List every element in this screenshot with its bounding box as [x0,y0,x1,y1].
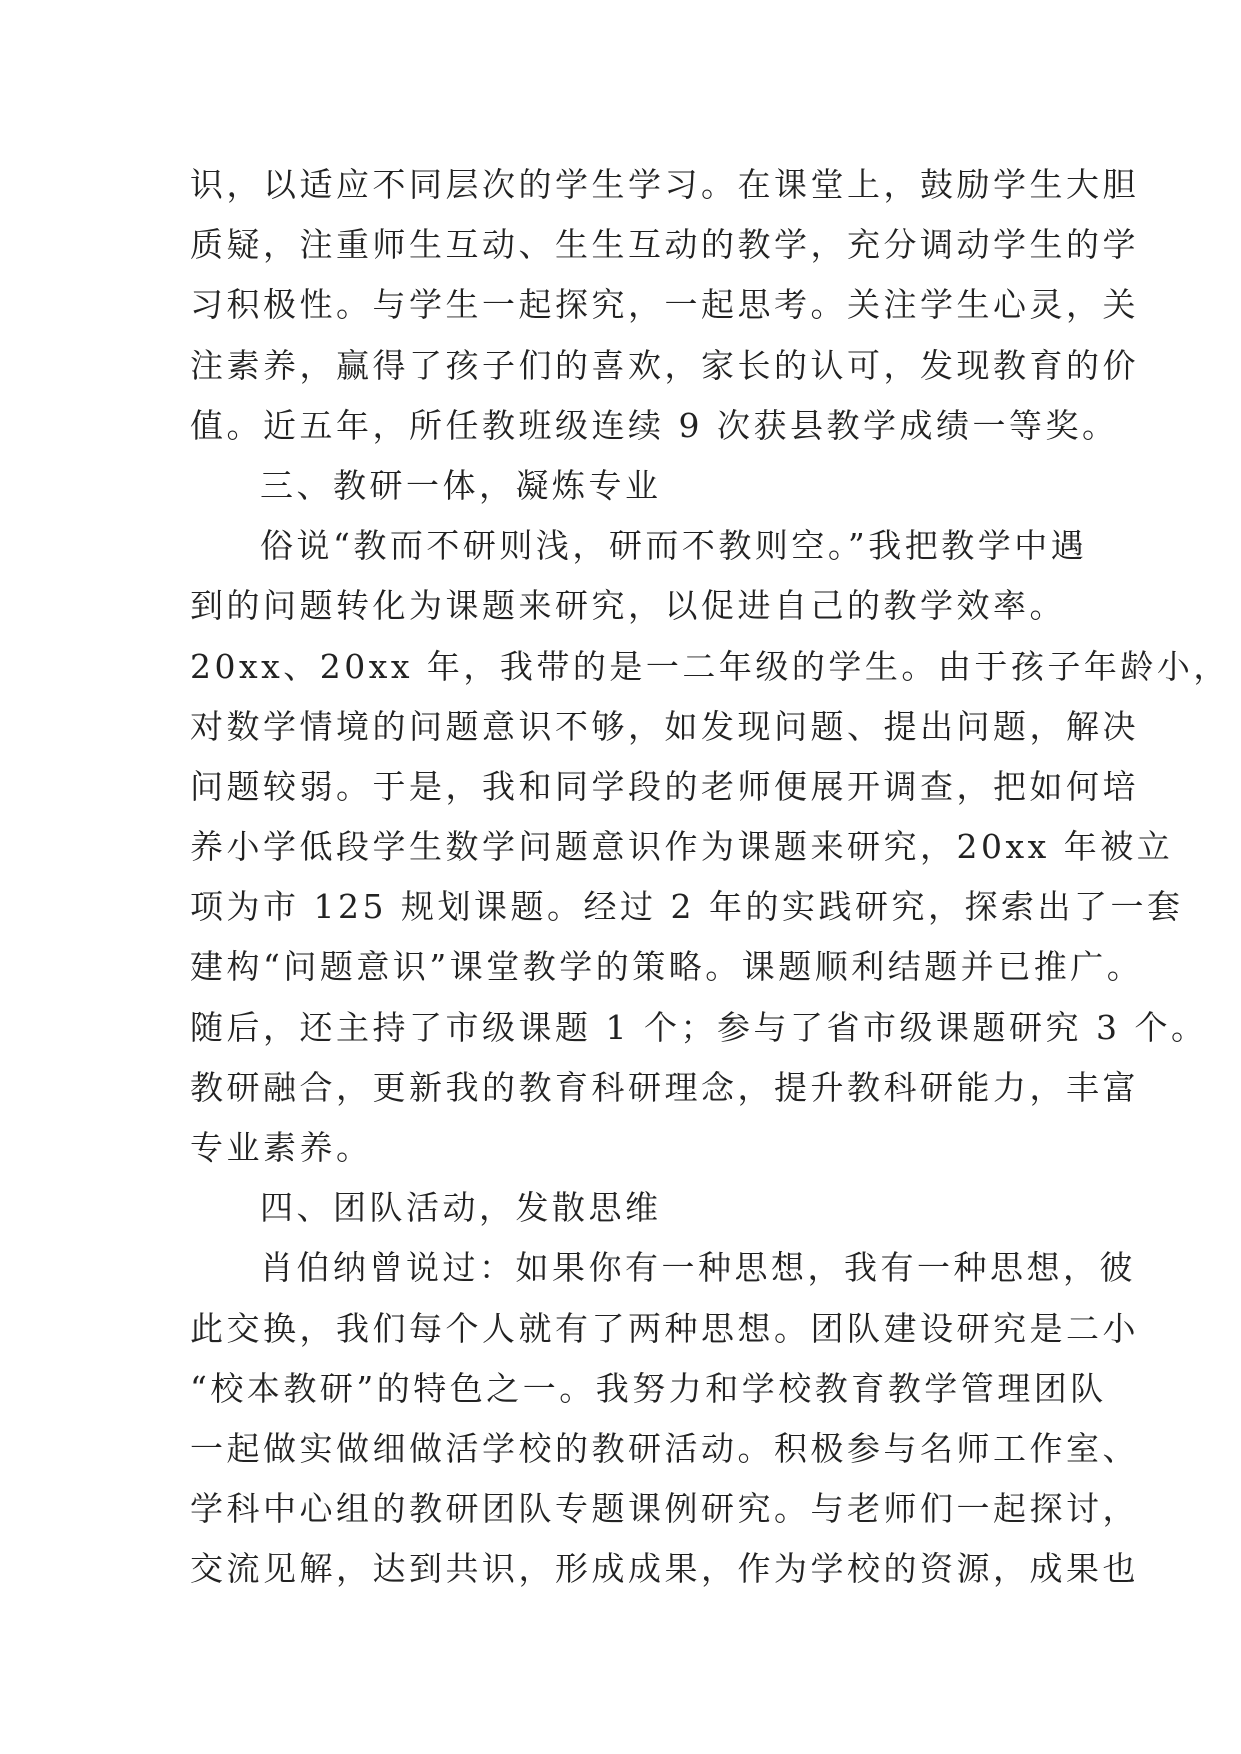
text-line: 到的问题转化为课题来研究，以促进自己的教学效率。 [190,586,1066,626]
text-line: 养小学低段学生数学问题意识作为课题来研究，20xx 年被立 [190,827,1174,867]
section-heading: 三、教研一体，凝炼专业 [260,465,662,505]
text-line: 项为市 125 规划课题。经过 2 年的实践研究，探索出了一套 [190,887,1184,927]
text-line: 质疑，注重师生互动、生生互动的教学，充分调动学生的学 [190,225,1139,265]
text-line: 识，以适应不同层次的学生学习。在课堂上，鼓励学生大胆 [190,165,1139,204]
text-line: 习积极性。与学生一起探究，一起思考。关注学生心灵，关 [190,285,1139,325]
text-line: 一起做实做细做活学校的教研活动。积极参与名师工作室、 [190,1428,1139,1468]
text-line: 教研融合，更新我的教育科研理念，提升教科研能力，丰富 [190,1067,1139,1107]
text-line: 此交换，我们每个人就有了两种思想。团队建设研究是二小 [190,1308,1139,1348]
section-heading: 四、团队活动，发散思维 [260,1188,662,1228]
text-line: 交流见解，达到共识，形成成果，作为学校的资源，成果也 [190,1549,1139,1589]
paragraph-first-line: 俗说“教而不研则浅，研而不教则空。”我把教学中遇 [260,526,1088,566]
text-line: 20xx、20xx 年，我带的是一二年级的学生。由于孩子年龄小， [190,646,1230,686]
document-body [190,155,1230,1600]
text-line: “校本教研”的特色之一。我努力和学校教育教学管理团队 [190,1368,1107,1408]
text-line: 对数学情境的问题意识不够，如发现问题、提出问题，解决 [190,706,1139,746]
text-line: 学科中心组的教研团队专题课例研究。与老师们一起探讨， [190,1489,1139,1529]
text-line: 注素养，赢得了孩子们的喜欢，家长的认可，发现教育的价 [190,345,1139,385]
paragraph-first-line: 肖伯纳曾说过：如果你有一种思想，我有一种思想，彼 [260,1248,1136,1288]
text-line: 值。近五年，所任教班级连续 9 次获县教学成绩一等奖。 [190,405,1119,445]
text-line: 专业素养。 [190,1128,373,1167]
text-line: 问题较弱。于是，我和同学段的老师便展开调查，把如何培 [190,766,1139,806]
text-line: 建构“问题意识”课堂教学的策略。课题顺利结题并已推广。 [190,947,1144,987]
text-line: 随后，还主持了市级课题 1 个；参与了省市级课题研究 3 个。 [190,1007,1208,1047]
